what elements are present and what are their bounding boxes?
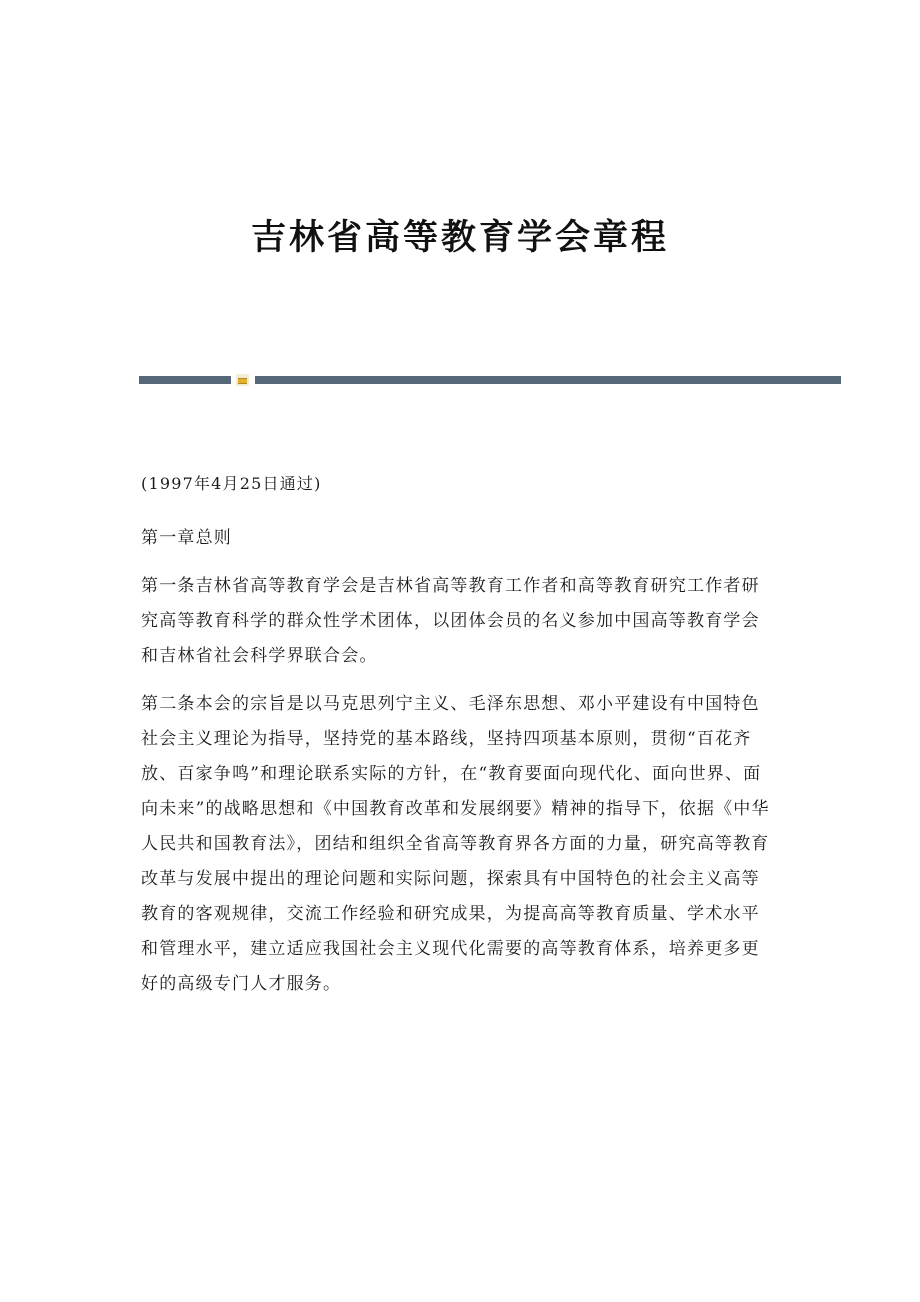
divider-bar-right: [255, 376, 841, 384]
chapter-heading: 第一章总则: [141, 528, 232, 548]
title-divider: [139, 373, 841, 387]
article-2: 第二条本会的宗旨是以马克思列宁主义、毛泽东思想、邓小平建设有中国特色社会主义理论为指导，坚持党的基本路线，坚持四项基本原则，贯彻“百花齐放、百家争鸣”和理论联系实际的方针，在“教育要面向现代化、面向世界、面向未来”的战略思想和《中国教育改革和发展纲要》精神的指导下，依据《中华人民共和国教育法》，团结和组织全省高等教育界各方面的力量，研究高等教育改革与发展中提出的理论问题和实际问题，探索具有中国特色的社会主义高等教育的客观规律，交流工作经验和研究成果，为提高高等教育质量、学术水平和管理水平，建立适应我国社会主义现代化需要的高等教育体系，培养更多更好的高级专门人才服务。: [141, 694, 770, 994]
divider-bar-left: [139, 376, 231, 384]
divider-ornament-icon: [236, 374, 249, 386]
article-1: 第一条吉林省高等教育学会是吉林省高等教育工作者和高等教育研究工作者研究高等教育科学的群众性学术团体，以团体会员的名义参加中国高等教育学会和吉林省社会科学界联合会。: [141, 576, 760, 666]
page-title: 吉林省高等教育学会章程: [250, 217, 669, 258]
document-body: [141, 466, 773, 1015]
adoption-note: (1997年4月25日通过): [141, 474, 322, 493]
